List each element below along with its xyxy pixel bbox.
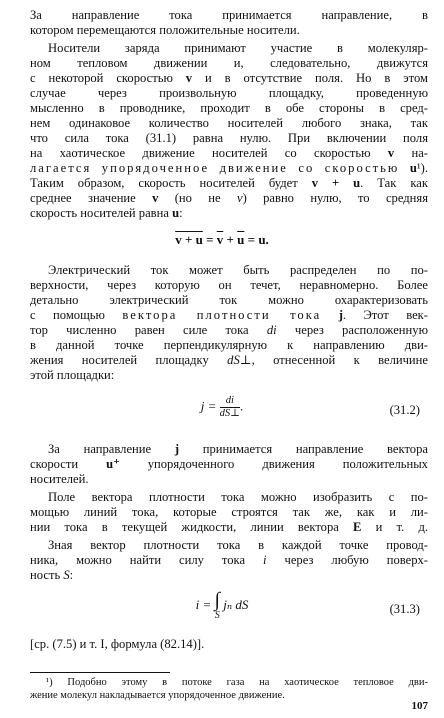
equation-number: (31.2) <box>389 403 420 417</box>
text-line: Поле вектора плотности тока можно изобразить с по- <box>48 490 428 504</box>
text-line: скорости u⁺ упорядоченного движения положительных <box>30 457 428 471</box>
text-line: Носители заряда принимают участие в молекуляр- <box>48 41 428 55</box>
equation-number: (31.3) <box>389 602 420 616</box>
text-line: что сила тока (31.1) равна нулю. При включении поля <box>30 131 428 145</box>
text-line: на хаотическое движение носителей со скоростью v на- <box>30 146 428 160</box>
text-line: с некоторой скоростью v и в отсутствие поля. Но в этом <box>30 71 428 85</box>
text-line: этой площадки: <box>30 368 115 382</box>
text-line: За направление тока принимается направление, в <box>30 8 428 22</box>
equation-current-density: j = $\frac{di}{dS\perp}$ . <box>200 395 244 419</box>
text-line: котором перемещаются положительные носители. <box>30 23 300 37</box>
text-line: случае через произвольную площадку, проведенную <box>30 86 428 100</box>
text-line: жения носителей площадку dS⊥, отнесенной к величине <box>30 353 428 367</box>
text-line: мощью линий тока, которые строятся так же, как и ли- <box>30 505 428 519</box>
equation-current-integral: i = ∫ S jₙ dS <box>195 589 249 621</box>
equation-average-velocity: $v + u = \overline{v} + \overline{u} = u$. <box>175 232 269 247</box>
text-line: скорость носителей равна u: <box>30 206 183 220</box>
footnote-line: ¹) Подобно этому в потоке газа на хаотическое тепловое дви- <box>46 677 428 688</box>
text-line: ном тепловом движении и, следовательно, движутся <box>30 56 428 70</box>
text-line: [ср. (7.5) и т. I, формула (82.14)]. <box>30 637 205 651</box>
text-line: в данной точке перпендикулярную к направлению дви- <box>30 338 428 352</box>
text-line: носителей. <box>30 472 89 486</box>
text-line: детально электрический ток можно охарактеризовать <box>30 293 428 307</box>
text-line: За направление j принимается направление вектора <box>48 442 428 456</box>
text-line: с помощью вектора плотности тока j. Этот век- <box>30 308 428 322</box>
text-line: тор численно равен силе тока di через расположенную <box>30 323 428 337</box>
footnote-divider <box>30 672 170 673</box>
text-line: ность S: <box>30 568 74 582</box>
text-line: лагается упорядоченное движение со скоростью u¹). <box>30 161 428 175</box>
text-line: нем одинаковое количество носителей любого знака, так <box>30 116 428 130</box>
text-line: ника, можно найти силу тока i через любую поверх- <box>30 553 428 567</box>
page-number: 107 <box>411 700 428 712</box>
text-line: среднее значение v (но не v) равно нулю, то средняя <box>30 191 428 205</box>
text-line: нии тока в текущей жидкости, линии вектора E и т. д. <box>30 520 428 534</box>
footnote-line: жение молекул накладывается упорядоченное движение. <box>30 690 285 701</box>
text-line: Зная вектор плотности тока в каждой точке провод- <box>48 538 428 552</box>
text-line: мысленно в проводнике, проходит в обе стороны в сред- <box>30 101 428 115</box>
text-line: Электрический ток может быть распределен по по- <box>48 263 428 277</box>
text-line: верхности, через которую он течет, неравномерно. Более <box>30 278 428 292</box>
text-line: Таким образом, скорость носителей будет v + u. Так как <box>30 176 428 190</box>
